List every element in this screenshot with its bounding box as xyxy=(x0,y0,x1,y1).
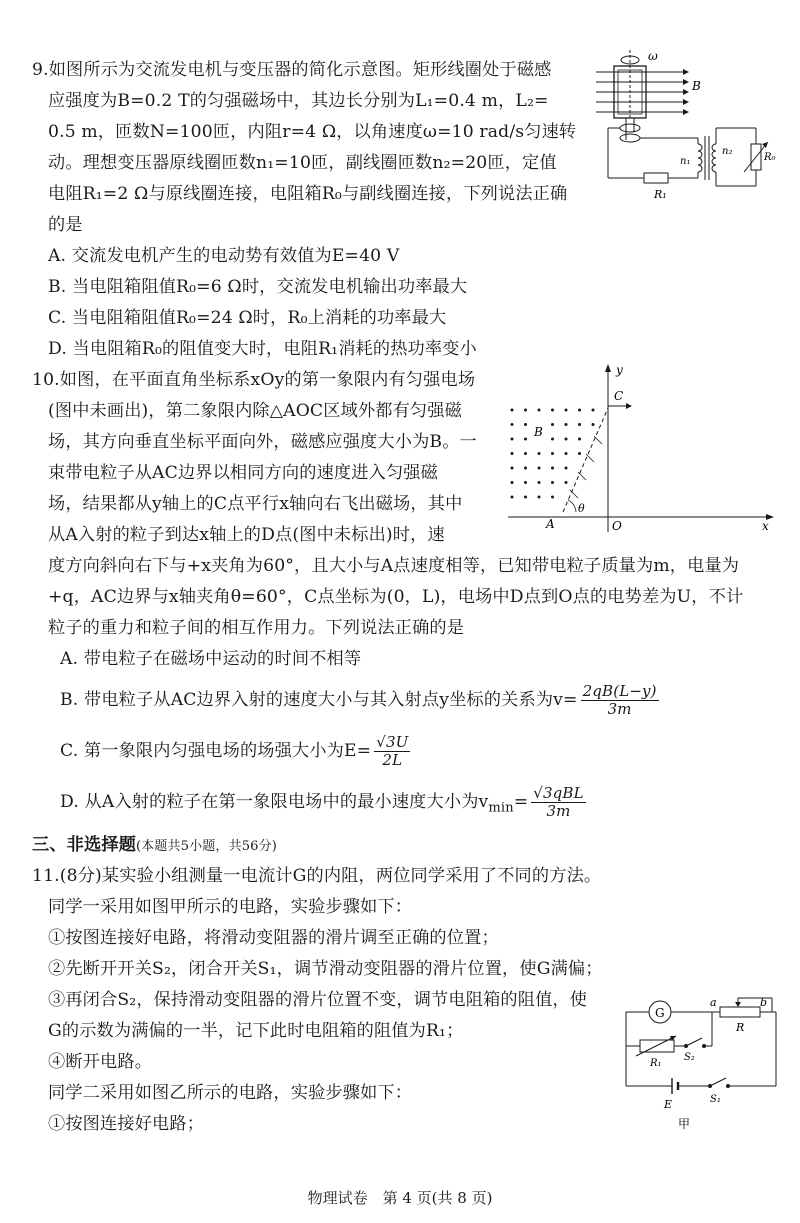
field-dot xyxy=(578,423,581,426)
field-dot xyxy=(551,481,554,484)
field-dot xyxy=(511,452,514,455)
n1-label: n₁ xyxy=(680,156,691,167)
field-dot xyxy=(565,452,568,455)
field-dot xyxy=(565,409,568,412)
theta-label: θ xyxy=(578,502,585,515)
rheostat-label: R xyxy=(736,1021,745,1034)
q9-line-6: 的是 xyxy=(48,215,83,235)
field-dot xyxy=(551,496,554,499)
q9-option-c: C. 当电阻箱阻值R₀=24 Ω时，R₀上消耗的功率最大 xyxy=(48,308,447,328)
q10-option-c-numerator: √3U xyxy=(376,733,409,751)
battery-label: E xyxy=(664,1098,673,1111)
q11-line-8: 同学二采用如图乙所示的电路，实验步骤如下： xyxy=(48,1083,413,1103)
q11-line-1: 11.(8分)某实验小组测量一电流计G的内阻，两位同学采用了不同的方法。 xyxy=(32,866,602,886)
q10-line-1: 10.如图，在平面直角坐标系xOy的第一象限内有匀强电场 xyxy=(32,370,476,390)
r1-label: R₁ xyxy=(654,188,667,201)
q10-option-b-denominator: 3m xyxy=(607,700,632,718)
field-dot xyxy=(511,496,514,499)
q10-option-b xyxy=(60,680,662,720)
q10-option-b-numerator: 2qB(L−y) xyxy=(582,682,657,700)
x-axis-label: x xyxy=(762,519,769,533)
q10-option-d-equals: = xyxy=(513,792,529,812)
q10-option-d-text: D. 从A入射的粒子在第一象限电场中的最小速度大小为v xyxy=(60,792,489,812)
q9-option-d: D. 当电阻箱R₀的阻值变大时，电阻R₁消耗的热功率变小 xyxy=(48,339,477,359)
q10-line-5: 场，结果都从y轴上的C点平行x轴向右飞出磁场，其中 xyxy=(48,494,463,514)
magnetic-field-dots xyxy=(511,409,595,499)
q10-option-c-denominator: 2L xyxy=(382,751,403,769)
q11-line-9: ①按图连接好电路； xyxy=(48,1114,205,1134)
field-dot xyxy=(524,481,527,484)
field-dot xyxy=(551,452,554,455)
field-dot xyxy=(538,467,541,470)
field-dot xyxy=(592,409,595,412)
field-dot xyxy=(578,438,581,441)
q9-line-5: 电阻R₁=2 Ω与原线圈连接，电阻箱R₀与副线圈连接，下列说法正确 xyxy=(48,184,568,204)
q9-option-a: A. 交流发电机产生的电动势有效值为E=40 V xyxy=(48,246,400,266)
q10-option-d-denominator: 3m xyxy=(546,802,571,820)
q9-line-2: 应强度为B=0.2 T的匀强磁场中，其边长分别为L₁=0.4 m，L₂= xyxy=(48,91,549,111)
q10-line-3: 场，其方向垂直坐标平面向外，磁感应强度大小为B。一 xyxy=(48,432,477,452)
field-dot xyxy=(538,496,541,499)
r1-box-label: R₁ xyxy=(650,1058,662,1069)
q10-option-a: A. 带电粒子在磁场中运动的时间不相等 xyxy=(60,649,362,669)
field-dot xyxy=(578,409,581,412)
q10-option-b-fraction xyxy=(581,683,659,718)
field-dot xyxy=(538,481,541,484)
node-a-label: a xyxy=(710,996,717,1009)
q9-line-1: 9.如图所示为交流发电机与变压器的简化示意图。矩形线圈处于磁感 xyxy=(32,60,552,80)
q9-line-4: 动。理想变压器原线圈匝数n₁=10匝，副线圈匝数n₂=20匝，定值 xyxy=(48,153,557,173)
field-dot xyxy=(524,452,527,455)
q10-option-c-text: C. 第一象限内匀强电场的场强大小为E= xyxy=(60,741,372,761)
q11-line-7: ④断开电路。 xyxy=(48,1052,153,1072)
q10-option-d-fraction xyxy=(531,785,585,820)
field-dot xyxy=(538,452,541,455)
n2-label: n₂ xyxy=(722,146,733,157)
s1-label: S₁ xyxy=(710,1094,721,1105)
field-dot xyxy=(565,467,568,470)
field-dot xyxy=(578,452,581,455)
galvanometer-label: G xyxy=(655,1006,665,1020)
q11-line-6: G的示数为满偏的一半，记下此时电阻箱的阻值为R₁； xyxy=(48,1021,464,1041)
q11-line-3: ①按图连接好电路，将滑动变阻器的滑片调至正确的位置； xyxy=(48,928,499,948)
section-3-note: (本题共5小题，共56分) xyxy=(136,839,277,854)
section-3-heading xyxy=(32,833,277,859)
b-field-label: B xyxy=(692,79,701,93)
page-footer: 物理试卷 第 4 页(共 8 页) xyxy=(307,1189,493,1207)
q11-circuit-figure xyxy=(616,994,788,1134)
field-dot xyxy=(524,423,527,426)
y-axis-label: y xyxy=(616,363,623,377)
q11-line-4: ②先断开开关S₂，闭合开关S₁，调节滑动变阻器的滑片位置，使G满偏； xyxy=(48,959,603,979)
field-dot xyxy=(524,496,527,499)
q10-line-4: 束带电粒子从AC边界以相同方向的速度进入匀强磁 xyxy=(48,463,438,483)
q10-option-c xyxy=(60,731,413,771)
field-dot xyxy=(511,481,514,484)
field-dot xyxy=(551,423,554,426)
q10-line-8: +q，AC边界与x轴夹角θ=60°，C点坐标为(0，L)，电场中D点到O点的电势差为U，不计 xyxy=(48,587,744,607)
field-dot xyxy=(551,467,554,470)
node-b-label: b xyxy=(760,996,768,1009)
field-dot xyxy=(511,438,514,441)
q10-line-7: 度方向斜向右下与+x夹角为60°，且大小与A点速度相等，已知带电粒子质量为m，电量为 xyxy=(48,556,740,576)
field-dot xyxy=(565,481,568,484)
q10-option-d xyxy=(60,782,589,822)
field-dot xyxy=(565,438,568,441)
field-dot xyxy=(592,423,595,426)
q10-line-9: 粒子的重力和粒子间的相互作用力。下列说法正确的是 xyxy=(48,618,465,638)
field-dot xyxy=(511,467,514,470)
section-3-title: 三、非选择题 xyxy=(32,835,137,855)
omega-label: ω xyxy=(648,49,658,63)
q10-option-c-fraction xyxy=(374,734,410,769)
field-dot xyxy=(524,438,527,441)
field-dot xyxy=(538,409,541,412)
field-dot xyxy=(551,438,554,441)
figure-jia-caption: 甲 xyxy=(678,1117,691,1131)
q10-option-d-subscript: min xyxy=(488,800,514,816)
q10-option-b-text: B. 带电粒子从AC边界入射的速度大小与其入射点y坐标的关系为v= xyxy=(60,690,578,710)
q10-option-d-numerator: √3qBL xyxy=(533,784,584,802)
field-dot xyxy=(524,409,527,412)
point-c-label: C xyxy=(614,389,624,403)
field-dot xyxy=(511,409,514,412)
q10-line-6: 从A入射的粒子到达x轴上的D点(图中未标出)时，速 xyxy=(48,525,445,545)
origin-label: O xyxy=(612,519,622,533)
s2-label: S₂ xyxy=(684,1052,695,1063)
q10-line-2: (图中未画出)，第二象限内除△AOC区域外都有匀强磁 xyxy=(48,401,462,421)
magnetic-field-label: B xyxy=(534,425,543,439)
q10-coordinate-figure xyxy=(500,362,780,537)
r0-label: R₀ xyxy=(764,152,776,163)
field-dot xyxy=(565,423,568,426)
q11-line-5: ③再闭合S₂，保持滑动变阻器的滑片位置不变，调节电阻箱的阻值，使 xyxy=(48,990,588,1010)
field-dot xyxy=(551,409,554,412)
q11-line-2: 同学一采用如图甲所示的电路，实验步骤如下： xyxy=(48,897,413,917)
q9-line-3: 0.5 m，匝数N=100匝，内阻r=4 Ω，以角速度ω=10 rad/s匀速转 xyxy=(48,122,577,142)
q9-option-b: B. 当电阻箱阻值R₀=6 Ω时，交流发电机输出功率最大 xyxy=(48,277,468,297)
field-dot xyxy=(524,467,527,470)
q9-generator-figure xyxy=(588,48,788,208)
point-a-label: A xyxy=(546,517,555,531)
field-dot xyxy=(511,423,514,426)
